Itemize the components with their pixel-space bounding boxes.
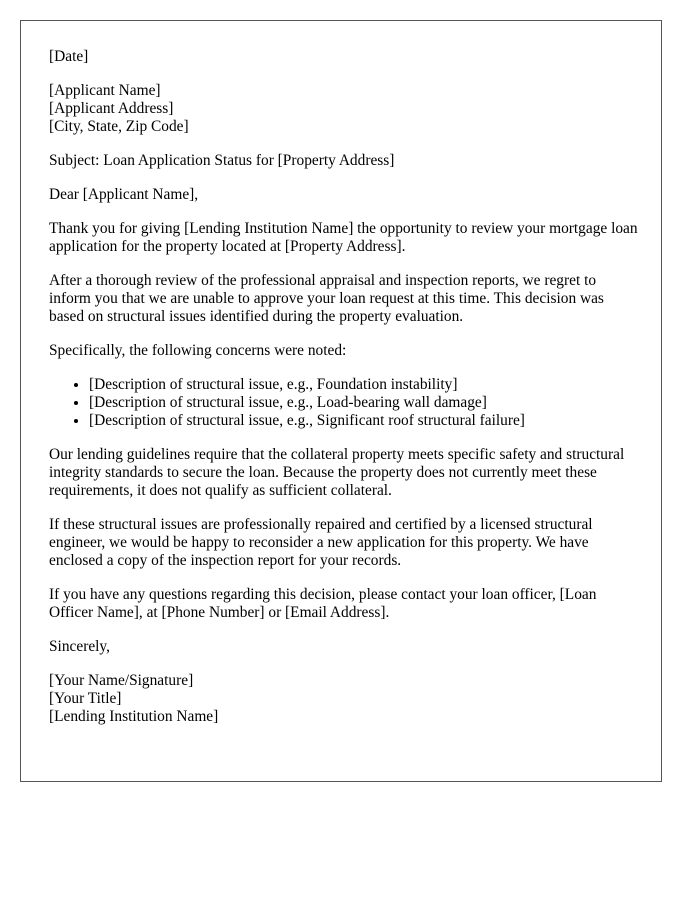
concern-item: • [Description of structural issue, e.g., Load-bearing wall damage] xyxy=(89,394,641,412)
concern-item: • [Description of structural issue, e.g., Significant roof structural failure] xyxy=(89,412,641,430)
paragraph-decision: After a thorough review of the professional appraisal and inspection reports, we regret to inform you that we are unable to approve your loan request at this time. This decision was based on structural issues identified during the property evaluation. xyxy=(49,272,604,325)
signature-block xyxy=(49,672,641,726)
paragraph-guidelines: Our lending guidelines require that the collateral property meets specific safety and structural integrity standards to secure the loan. Because the property does not currently meet these requirements, it does not qualify as sufficient collateral. xyxy=(49,446,625,499)
signature-institution: [Lending Institution Name] xyxy=(49,708,219,725)
paragraph-contact: If you have any questions regarding this decision, please contact your loan officer, [Loan Officer Name], at [Phone Number] or [Email Address]. xyxy=(49,586,597,621)
paragraph-concerns-intro: Specifically, the following concerns were noted: xyxy=(49,342,347,359)
recipient-address: [Applicant Address] xyxy=(49,100,174,117)
letter-subject: Subject: Loan Application Status for [Property Address] xyxy=(49,152,395,169)
recipient-name: [Applicant Name] xyxy=(49,82,161,99)
signature-name: [Your Name/Signature] xyxy=(49,672,194,689)
letter-date: [Date] xyxy=(49,48,89,65)
concern-item: • [Description of structural issue, e.g., Foundation instability] xyxy=(89,376,641,394)
concerns-list xyxy=(49,376,641,430)
recipient-city-state-zip: [City, State, Zip Code] xyxy=(49,118,189,135)
letter-salutation: Dear [Applicant Name], xyxy=(49,186,199,203)
signature-title: [Your Title] xyxy=(49,690,122,707)
recipient-block xyxy=(49,82,641,136)
letter-closing: Sincerely, xyxy=(49,638,110,655)
letter-page xyxy=(20,20,662,782)
paragraph-intro: Thank you for giving [Lending Institution Name] the opportunity to review your mortgage loan application for the property located at [Property Address]. xyxy=(49,220,638,255)
paragraph-reconsider: If these structural issues are professionally repaired and certified by a licensed structural engineer, we would be happy to reconsider a new application for this property. We have enclosed a copy of the inspection report for your records. xyxy=(49,516,593,569)
